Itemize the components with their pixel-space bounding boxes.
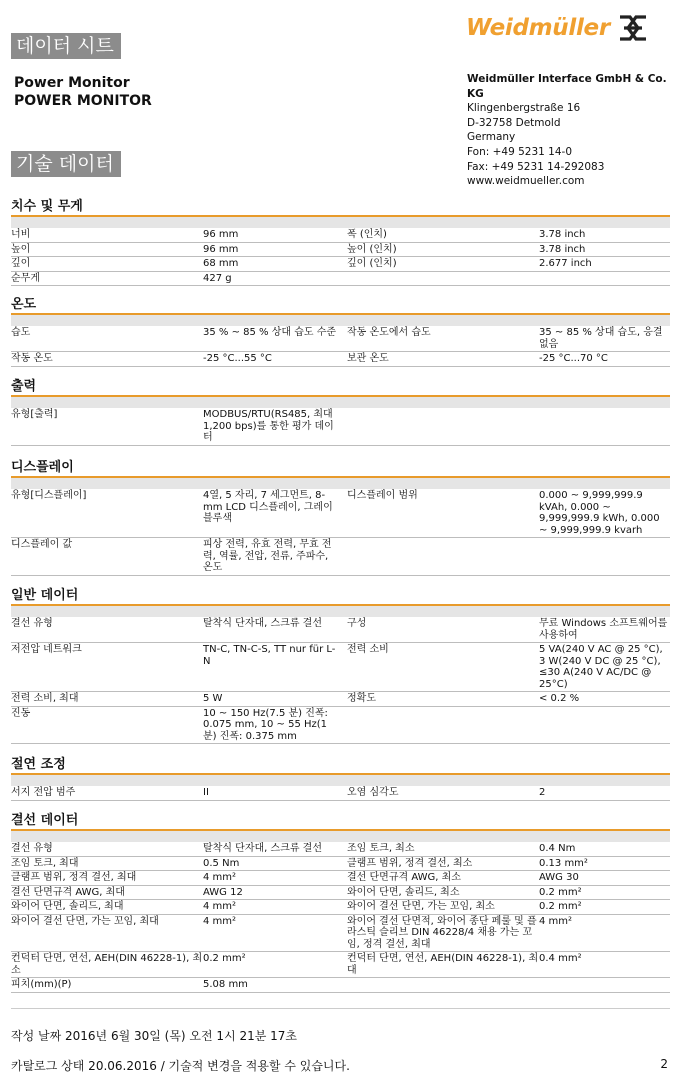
property-value: 5 VA(240 V AC @ 25 °C), 3 W(240 V DC @ 25 °C), ≤30 A(240 V AC/DC @ 25°C) [539, 644, 663, 690]
property-label: 오염 심각도 [347, 787, 399, 798]
table-row [11, 352, 670, 367]
table-row [11, 978, 670, 993]
property-value: AWG 12 [203, 886, 243, 898]
property-label: 피치(mm)(P) [11, 979, 72, 990]
property-label [347, 408, 539, 445]
creation-date: 작성 날짜 2016년 6월 30일 (목) 오전 1시 21분 17초 [11, 1029, 298, 1043]
section-display [11, 459, 670, 576]
section-dimensions [11, 198, 670, 286]
address-phone: Fon: +49 5231 14-0 [467, 145, 573, 158]
table-row [11, 707, 670, 745]
section-title: 출력 [11, 378, 670, 397]
property-label: 컨덕터 단면, 연선, AEH(DIN 46228-1), 최소 [11, 953, 203, 976]
section-title: 결선 데이터 [11, 812, 670, 831]
table-row [11, 326, 670, 352]
property-label: 유형[디스플레이] [11, 490, 87, 501]
table-row [11, 915, 670, 953]
property-value: 0.5 Nm [203, 857, 240, 869]
logo-mark-icon [618, 14, 648, 42]
property-value: AWG 30 [539, 872, 579, 883]
property-value: -25 °C...70 °C [539, 353, 608, 364]
property-value: 0.2 mm² [203, 953, 246, 964]
property-label: 결선 단면규격 AWG, 최소 [347, 872, 461, 883]
section-rows [11, 842, 670, 993]
property-label [347, 707, 539, 744]
section-insulation [11, 756, 670, 801]
weidmueller-logo [466, 14, 648, 42]
address-city: D-32758 Detmold [467, 116, 561, 129]
section-rows [11, 408, 670, 446]
property-label: 디스플레이 값 [11, 539, 73, 550]
property-label: 너비 [11, 229, 31, 240]
property-value: 0.2 mm² [539, 901, 582, 912]
company-name: Weidmüller Interface GmbH & Co. KG [467, 73, 667, 100]
section-rows [11, 326, 670, 367]
table-row [11, 871, 670, 886]
logo-text: Weidmüller [466, 15, 610, 41]
property-label: 작동 온도 [11, 353, 53, 364]
property-value: 96 mm [203, 243, 239, 255]
section-rows [11, 228, 670, 286]
property-label: 결선 단면규격 AWG, 최대 [11, 886, 125, 898]
property-label: 보관 온도 [347, 353, 389, 364]
address-street: Klingenbergstraße 16 [467, 102, 581, 115]
table-row [11, 643, 670, 692]
property-label: 와이어 결선 단면적, 와이어 종단 페룰 및 플라스틱 슬리브 DIN 46228/4 채용 가는 꼬임, 정격 결선, 최대 [347, 915, 537, 950]
property-label: 와이어 결선 단면, 가는 꼬임, 최소 [347, 901, 495, 912]
property-value: 35 % ~ 85 % 상대 습도 수준 [203, 327, 337, 338]
property-label: 전력 소비 [347, 644, 389, 655]
property-label: 진동 [11, 707, 31, 719]
table-row [11, 617, 670, 643]
table-row [11, 900, 670, 915]
page-number: 2 [660, 1057, 668, 1071]
address-web: www.weidmueller.com [467, 175, 585, 188]
property-value: 5.08 mm [203, 979, 248, 990]
section-spacer [11, 775, 670, 786]
property-label: 클램프 범위, 정격 결선, 최소 [347, 857, 473, 869]
section-temperature [11, 296, 670, 367]
property-value [539, 408, 670, 445]
table-row [11, 257, 670, 272]
catalog-status: 카탈로그 상태 20.06.2016 / 기술적 변경을 적용할 수 있습니다. [11, 1059, 350, 1073]
section-rows [11, 617, 670, 744]
section-rows [11, 489, 670, 576]
property-value: 4 mm² [539, 915, 573, 927]
section-rows [11, 786, 670, 801]
table-row [11, 692, 670, 707]
property-label [347, 272, 539, 286]
property-label: 결선 유형 [11, 618, 53, 629]
section-title: 일반 데이터 [11, 587, 670, 606]
section-connection [11, 812, 670, 993]
property-value: 2 [539, 787, 546, 798]
property-value: 68 mm [203, 258, 239, 269]
property-value: 427 g [203, 272, 232, 284]
property-value: 5 W [203, 693, 223, 704]
property-value [539, 707, 670, 744]
property-value: < 0.2 % [539, 693, 580, 704]
property-label: 클램프 범위, 정격 결선, 최대 [11, 872, 137, 883]
property-value: -25 °C...55 °C [203, 353, 272, 364]
property-label: 정확도 [347, 693, 376, 704]
product-line-2: POWER MONITOR [14, 93, 152, 109]
section-spacer [11, 606, 670, 617]
property-label: 결선 유형 [11, 843, 53, 854]
property-label: 서지 전압 범주 [11, 787, 76, 798]
property-value: 0.4 mm² [539, 953, 582, 964]
property-label: 저전압 네트워크 [11, 644, 82, 655]
property-value [539, 272, 670, 286]
section-general [11, 587, 670, 744]
company-address [467, 72, 680, 189]
section-spacer [11, 397, 670, 408]
property-label: 폭 (인치) [347, 229, 387, 240]
property-value: 3.78 inch [539, 243, 586, 255]
section-title: 온도 [11, 296, 670, 315]
property-value: MODBUS/RTU(RS485, 최대 1,200 bps)를 통한 평가 데이터 [203, 409, 334, 443]
property-label: 작동 온도에서 습도 [347, 327, 431, 338]
property-label: 유형[출력] [11, 409, 58, 420]
property-label [347, 978, 539, 992]
property-label: 조임 토크, 최소 [347, 843, 415, 854]
property-value: 2.677 inch [539, 258, 592, 269]
property-value: 0.2 mm² [539, 886, 582, 898]
property-value: 피상 전력, 유효 전력, 무효 전력, 역률, 전압, 전류, 주파수, 온도 [203, 539, 332, 573]
property-label [347, 538, 539, 575]
table-row [11, 886, 670, 901]
table-row [11, 272, 670, 287]
table-row [11, 842, 670, 857]
property-value: 탈착식 단자대, 스크류 결선 [203, 618, 322, 629]
footer-divider [11, 1008, 670, 1009]
technical-data-tag: 기술 데이터 [11, 151, 121, 177]
table-row [11, 952, 670, 978]
property-label: 컨덕터 단면, 연선, AEH(DIN 46228-1), 최대 [347, 953, 539, 976]
section-title: 치수 및 무게 [11, 198, 670, 217]
table-row [11, 538, 670, 576]
property-label: 디스플레이 범위 [347, 490, 418, 501]
section-spacer [11, 478, 670, 489]
table-row [11, 228, 670, 243]
property-value: TN-C, TN-C-S, TT nur für L-N [203, 644, 336, 667]
property-value: 96 mm [203, 229, 239, 240]
table-row [11, 408, 670, 446]
datasheet-tag: 데이터 시트 [11, 33, 121, 59]
property-label: 높이 (인치) [347, 243, 397, 255]
property-value: 4 mm² [203, 872, 237, 883]
property-value: 35 ~ 85 % 상대 습도, 응결 없음 [539, 327, 663, 350]
property-value: 4열, 5 자리, 7 세그먼트, 8-mm LCD 디스플레이, 그레이 블루색 [203, 490, 333, 524]
property-label: 순무게 [11, 272, 40, 284]
property-label: 깊이 [11, 258, 31, 269]
property-label: 전력 소비, 최대 [11, 693, 79, 704]
product-name [14, 74, 152, 110]
section-spacer [11, 831, 670, 842]
property-value: 4 mm² [203, 915, 237, 927]
property-label: 조임 토크, 최대 [11, 857, 79, 869]
section-output [11, 378, 670, 446]
property-value: 10 ~ 150 Hz(7.5 분) 진폭: 0.075 mm, 10 ~ 55 Hz(1분) 진폭: 0.375 mm [203, 707, 328, 742]
table-row [11, 489, 670, 538]
address-fax: Fax: +49 5231 14-292083 [467, 160, 605, 173]
table-row [11, 786, 670, 801]
property-label: 습도 [11, 327, 31, 338]
property-value [539, 978, 670, 992]
property-value: 0.000 ~ 9,999,999.9 kVAh, 0.000 ~ 9,999,999.9 kWh, 0.000 ~ 9,999,999.9 kvarh [539, 490, 660, 536]
property-value: 3.78 inch [539, 229, 586, 240]
property-label: 구성 [347, 618, 367, 629]
section-spacer [11, 315, 670, 326]
address-country: Germany [467, 131, 516, 144]
table-row [11, 857, 670, 872]
property-label: 와이어 결선 단면, 가는 꼬임, 최대 [11, 915, 159, 927]
property-value: II [203, 787, 209, 798]
property-label: 와이어 단면, 솔리드, 최소 [347, 886, 460, 898]
section-title: 절연 조정 [11, 756, 670, 775]
property-label: 높이 [11, 243, 31, 255]
section-spacer [11, 217, 670, 228]
property-value: 탈착식 단자대, 스크류 결선 [203, 843, 322, 854]
property-value [539, 538, 670, 575]
table-row [11, 243, 670, 258]
property-label: 깊이 (인치) [347, 258, 397, 269]
section-title: 디스플레이 [11, 459, 670, 478]
property-value: 0.13 mm² [539, 857, 588, 869]
property-value: 0.4 Nm [539, 843, 576, 854]
property-value: 무료 Windows 소프트웨어를 사용하여 [539, 618, 668, 641]
property-value: 4 mm² [203, 901, 237, 912]
property-label: 와이어 단면, 솔리드, 최대 [11, 901, 124, 912]
product-line-1: Power Monitor [14, 75, 130, 91]
